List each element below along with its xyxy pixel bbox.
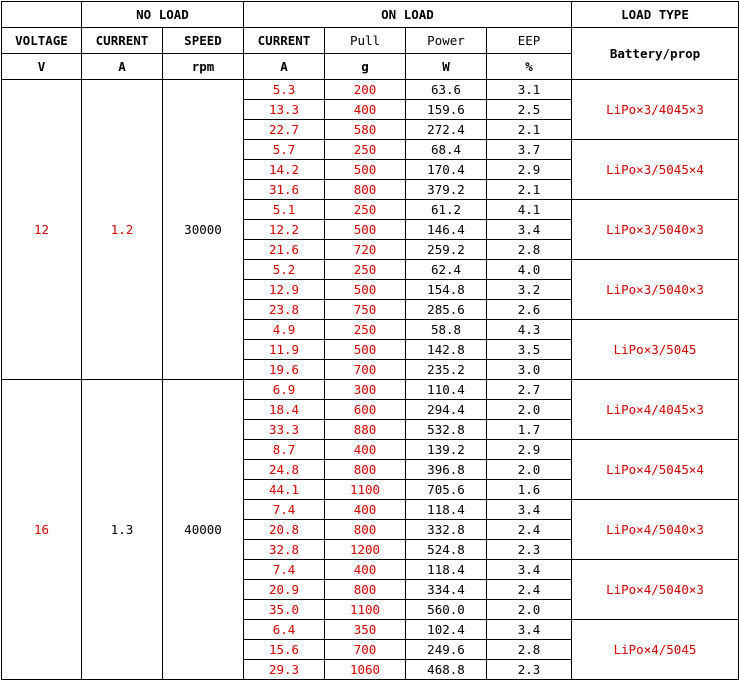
eep-cell: 2.9	[487, 160, 572, 180]
current-cell: 11.9	[244, 340, 325, 360]
voltage-cell: 12	[2, 80, 82, 380]
eep-cell: 3.2	[487, 280, 572, 300]
eep-cell: 4.0	[487, 260, 572, 280]
col-power: Power	[406, 28, 487, 54]
power-cell: 524.8	[406, 540, 487, 560]
eep-cell: 3.4	[487, 620, 572, 640]
pull-cell: 350	[325, 620, 406, 640]
current-cell: 5.7	[244, 140, 325, 160]
power-cell: 235.2	[406, 360, 487, 380]
pull-cell: 580	[325, 120, 406, 140]
pull-cell: 750	[325, 300, 406, 320]
load-type-cell: LiPo×3/5040×3	[572, 260, 739, 320]
eep-cell: 2.9	[487, 440, 572, 460]
power-cell: 249.6	[406, 640, 487, 660]
power-cell: 532.8	[406, 420, 487, 440]
current-cell: 44.1	[244, 480, 325, 500]
pull-cell: 500	[325, 280, 406, 300]
power-cell: 58.8	[406, 320, 487, 340]
current-cell: 5.2	[244, 260, 325, 280]
power-cell: 159.6	[406, 100, 487, 120]
power-cell: 61.2	[406, 200, 487, 220]
current-cell: 33.3	[244, 420, 325, 440]
load-type-cell: LiPo×4/5040×3	[572, 500, 739, 560]
eep-cell: 1.6	[487, 480, 572, 500]
current-cell: 32.8	[244, 540, 325, 560]
power-cell: 259.2	[406, 240, 487, 260]
eep-cell: 2.5	[487, 100, 572, 120]
current-cell: 15.6	[244, 640, 325, 660]
power-cell: 294.4	[406, 400, 487, 420]
current-cell: 5.3	[244, 80, 325, 100]
eep-cell: 2.3	[487, 540, 572, 560]
eep-cell: 3.0	[487, 360, 572, 380]
unit-current: A	[82, 54, 163, 80]
eep-cell: 2.0	[487, 460, 572, 480]
current-cell: 29.3	[244, 660, 325, 680]
eep-cell: 2.8	[487, 240, 572, 260]
pull-cell: 400	[325, 560, 406, 580]
power-cell: 332.8	[406, 520, 487, 540]
current-cell: 8.7	[244, 440, 325, 460]
pull-cell: 1100	[325, 600, 406, 620]
eep-cell: 2.6	[487, 300, 572, 320]
pull-cell: 800	[325, 460, 406, 480]
pull-cell: 250	[325, 200, 406, 220]
pull-cell: 500	[325, 220, 406, 240]
unit-power: W	[406, 54, 487, 80]
load-type-cell: LiPo×3/5045×4	[572, 140, 739, 200]
power-cell: 68.4	[406, 140, 487, 160]
pull-cell: 400	[325, 440, 406, 460]
motor-spec-table	[1, 1, 739, 680]
pull-cell: 400	[325, 100, 406, 120]
col-current-on-load: CURRENT	[244, 28, 325, 54]
pull-cell: 500	[325, 160, 406, 180]
current-cell: 4.9	[244, 320, 325, 340]
unit-eep: %	[487, 54, 572, 80]
power-cell: 560.0	[406, 600, 487, 620]
eep-cell: 2.0	[487, 600, 572, 620]
power-cell: 154.8	[406, 280, 487, 300]
voltage-cell: 16	[2, 380, 82, 680]
current-cell: 12.9	[244, 280, 325, 300]
pull-cell: 720	[325, 240, 406, 260]
current-cell: 23.8	[244, 300, 325, 320]
pull-cell: 200	[325, 80, 406, 100]
eep-cell: 2.1	[487, 120, 572, 140]
power-cell: 102.4	[406, 620, 487, 640]
eep-cell: 3.4	[487, 500, 572, 520]
pull-cell: 250	[325, 320, 406, 340]
no-load-current-cell: 1.3	[82, 380, 163, 680]
current-cell: 5.1	[244, 200, 325, 220]
power-cell: 139.2	[406, 440, 487, 460]
header-no-load: NO LOAD	[82, 2, 244, 28]
current-cell: 7.4	[244, 560, 325, 580]
power-cell: 272.4	[406, 120, 487, 140]
load-type-cell: LiPo×4/5040×3	[572, 560, 739, 620]
eep-cell: 2.1	[487, 180, 572, 200]
current-cell: 12.2	[244, 220, 325, 240]
unit-pull: g	[325, 54, 406, 80]
power-cell: 146.4	[406, 220, 487, 240]
pull-cell: 500	[325, 340, 406, 360]
eep-cell: 2.3	[487, 660, 572, 680]
col-eep: EEP	[487, 28, 572, 54]
current-cell: 19.6	[244, 360, 325, 380]
current-cell: 6.4	[244, 620, 325, 640]
power-cell: 118.4	[406, 500, 487, 520]
col-battery-prop: Battery/prop	[572, 28, 739, 80]
pull-cell: 1060	[325, 660, 406, 680]
eep-cell: 3.4	[487, 560, 572, 580]
eep-cell: 3.5	[487, 340, 572, 360]
unit-speed: rpm	[163, 54, 244, 80]
load-type-cell: LiPo×4/5045	[572, 620, 739, 680]
pull-cell: 700	[325, 640, 406, 660]
power-cell: 468.8	[406, 660, 487, 680]
pull-cell: 800	[325, 520, 406, 540]
pull-cell: 1200	[325, 540, 406, 560]
pull-cell: 250	[325, 260, 406, 280]
eep-cell: 3.7	[487, 140, 572, 160]
speed-cell: 40000	[163, 380, 244, 680]
power-cell: 118.4	[406, 560, 487, 580]
eep-cell: 2.4	[487, 520, 572, 540]
power-cell: 110.4	[406, 380, 487, 400]
pull-cell: 400	[325, 500, 406, 520]
current-cell: 7.4	[244, 500, 325, 520]
header-on-load: ON LOAD	[244, 2, 572, 28]
col-speed: SPEED	[163, 28, 244, 54]
eep-cell: 2.7	[487, 380, 572, 400]
header-blank	[2, 2, 82, 28]
load-type-cell: LiPo×3/5045	[572, 320, 739, 380]
pull-cell: 600	[325, 400, 406, 420]
current-cell: 20.8	[244, 520, 325, 540]
power-cell: 379.2	[406, 180, 487, 200]
pull-cell: 300	[325, 380, 406, 400]
eep-cell: 4.3	[487, 320, 572, 340]
current-cell: 6.9	[244, 380, 325, 400]
load-type-cell: LiPo×4/5045×4	[572, 440, 739, 500]
pull-cell: 800	[325, 580, 406, 600]
power-cell: 285.6	[406, 300, 487, 320]
col-voltage: VOLTAGE	[2, 28, 82, 54]
unit-current-on-load: A	[244, 54, 325, 80]
eep-cell: 3.4	[487, 220, 572, 240]
power-cell: 396.8	[406, 460, 487, 480]
load-type-cell: LiPo×3/5040×3	[572, 200, 739, 260]
unit-voltage: V	[2, 54, 82, 80]
pull-cell: 250	[325, 140, 406, 160]
eep-cell: 4.1	[487, 200, 572, 220]
eep-cell: 2.0	[487, 400, 572, 420]
eep-cell: 3.1	[487, 80, 572, 100]
power-cell: 334.4	[406, 580, 487, 600]
col-pull: Pull	[325, 28, 406, 54]
speed-cell: 30000	[163, 80, 244, 380]
table-row	[2, 80, 739, 100]
power-cell: 705.6	[406, 480, 487, 500]
table-row	[2, 380, 739, 400]
no-load-current-cell: 1.2	[82, 80, 163, 380]
load-type-cell: LiPo×3/4045×3	[572, 80, 739, 140]
pull-cell: 800	[325, 180, 406, 200]
eep-cell: 1.7	[487, 420, 572, 440]
power-cell: 170.4	[406, 160, 487, 180]
current-cell: 31.6	[244, 180, 325, 200]
current-cell: 35.0	[244, 600, 325, 620]
current-cell: 22.7	[244, 120, 325, 140]
current-cell: 20.9	[244, 580, 325, 600]
current-cell: 18.4	[244, 400, 325, 420]
eep-cell: 2.8	[487, 640, 572, 660]
current-cell: 24.8	[244, 460, 325, 480]
pull-cell: 700	[325, 360, 406, 380]
current-cell: 21.6	[244, 240, 325, 260]
col-current: CURRENT	[82, 28, 163, 54]
eep-cell: 2.4	[487, 580, 572, 600]
power-cell: 63.6	[406, 80, 487, 100]
header-load-type: LOAD TYPE	[572, 2, 739, 28]
power-cell: 142.8	[406, 340, 487, 360]
current-cell: 14.2	[244, 160, 325, 180]
current-cell: 13.3	[244, 100, 325, 120]
load-type-cell: LiPo×4/4045×3	[572, 380, 739, 440]
power-cell: 62.4	[406, 260, 487, 280]
pull-cell: 880	[325, 420, 406, 440]
pull-cell: 1100	[325, 480, 406, 500]
